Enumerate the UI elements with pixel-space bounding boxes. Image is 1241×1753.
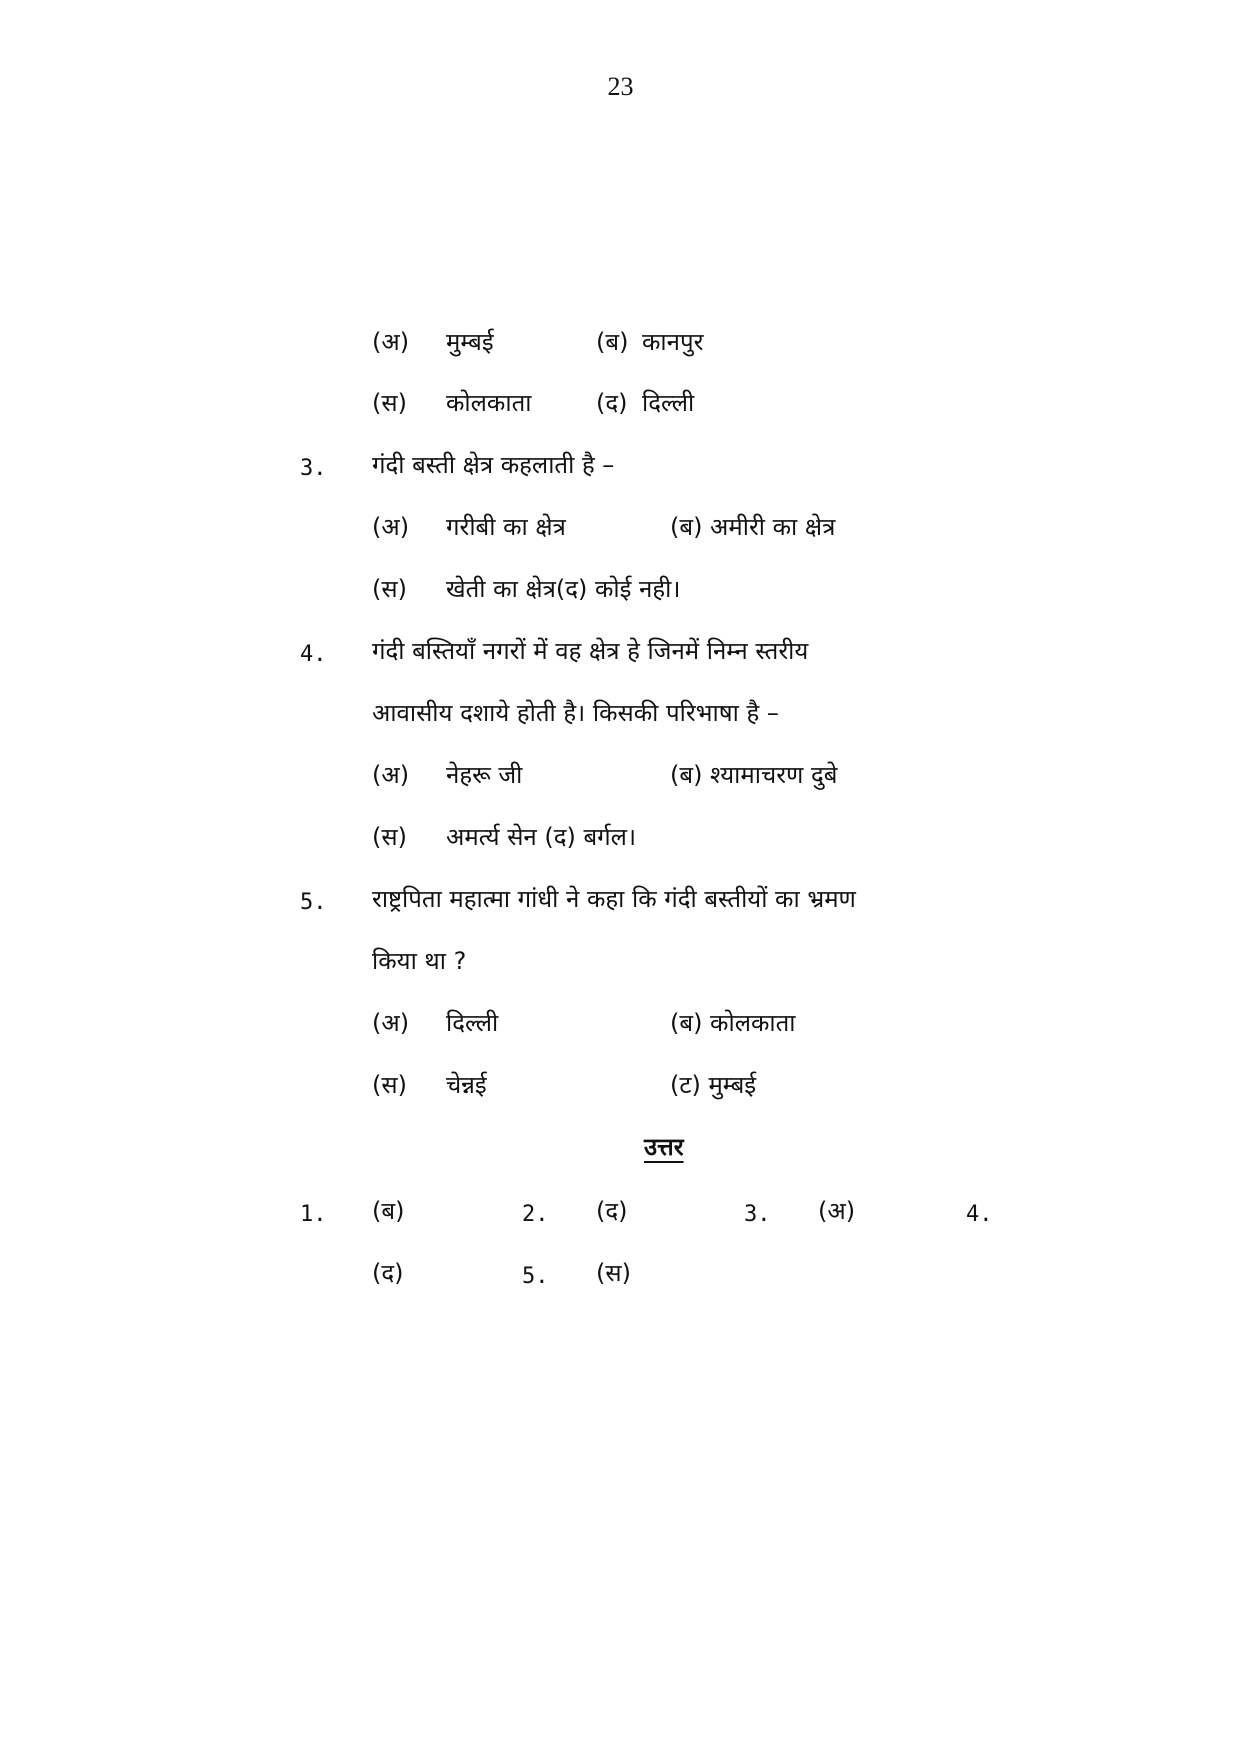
q3-option-c-text: खेती का क्षेत्र(द) कोई नही। xyxy=(446,575,681,603)
q3-number: 3. xyxy=(300,456,327,481)
q3-option-a-text: गरीबी का क्षेत्र xyxy=(446,513,566,541)
q2-option-c-text: कोलकाता xyxy=(446,389,532,417)
answer-number: 4. xyxy=(966,1202,993,1227)
answer-value: (अ) xyxy=(818,1197,856,1225)
q5-option-a-label: (अ) xyxy=(372,1009,410,1037)
q4-option-a-label: (अ) xyxy=(372,761,410,789)
q4-option-c-label: (स) xyxy=(372,823,407,851)
q2-option-a-label: (अ) xyxy=(372,328,410,356)
q5-option-c-label: (स) xyxy=(372,1071,407,1099)
q5-option-c-text: चेन्नई xyxy=(446,1071,487,1099)
q4-option-c-text: अमर्त्य सेन (द) बर्गल। xyxy=(446,823,637,851)
answer-value: (स) xyxy=(596,1259,631,1287)
q3-option-c-label: (स) xyxy=(372,575,407,603)
q5-option-b: (ब) कोलकाता xyxy=(670,1009,796,1037)
q2-option-d-text: दिल्ली xyxy=(642,389,695,417)
q2-option-d-label: (द) xyxy=(596,389,628,417)
q3-option-b: (ब) अमीरी का क्षेत्र xyxy=(670,513,836,541)
answer-number: 3. xyxy=(744,1202,771,1227)
q5-line2: किया था ? xyxy=(372,947,467,975)
answer-value: (द) xyxy=(596,1197,628,1225)
answer-value: (द) xyxy=(372,1259,404,1287)
answer-number: 1. xyxy=(300,1202,327,1227)
q5-option-d: (ट) मुम्बई xyxy=(670,1071,757,1099)
answer-number: 2. xyxy=(522,1202,549,1227)
q3-text: गंदी बस्ती क्षेत्र कहलाती है – xyxy=(372,451,615,479)
answer-number: 5. xyxy=(522,1264,549,1289)
q5-line1: राष्ट्रपिता महात्मा गांधी ने कहा कि गंदी बस्तीयों का भ्रमण xyxy=(372,885,856,913)
q5-option-a-text: दिल्ली xyxy=(446,1009,499,1037)
q4-line1: गंदी बस्तियाँ नगरों में वह क्षेत्र हे जिनमें निम्न स्तरीय xyxy=(372,637,809,665)
q2-option-b-text: कानपुर xyxy=(642,328,704,356)
answer-value: (ब) xyxy=(372,1197,405,1225)
q3-option-a-label: (अ) xyxy=(372,513,410,541)
q4-line2: आवासीय दशाये होती है। किसकी परिभाषा है – xyxy=(372,699,779,727)
q2-option-b-label: (ब) xyxy=(596,328,629,356)
answers-heading: उत्तर xyxy=(644,1133,684,1161)
q4-option-b: (ब) श्यामाचरण दुबे xyxy=(670,761,838,789)
q5-number: 5. xyxy=(300,890,327,915)
q2-option-c-label: (स) xyxy=(372,389,407,417)
q4-number: 4. xyxy=(300,642,327,667)
page-number: 23 xyxy=(607,72,634,101)
q2-option-a-text: मुम्बई xyxy=(446,328,494,356)
q4-option-a-text: नेहरू जी xyxy=(446,761,523,789)
